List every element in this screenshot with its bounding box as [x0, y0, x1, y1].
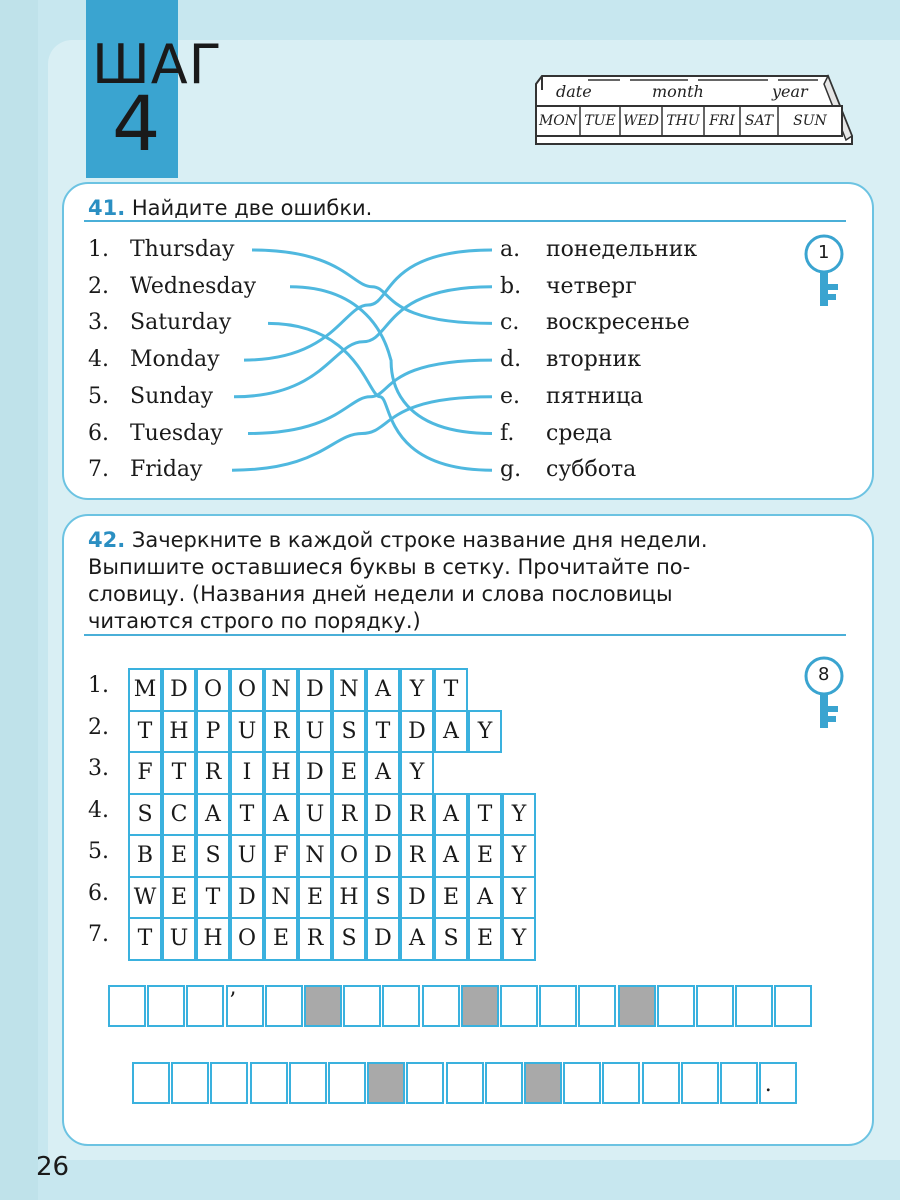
answer-cell[interactable] — [500, 985, 538, 1027]
grid-letter-cell[interactable]: H — [264, 751, 298, 795]
grid-letter-cell[interactable]: U — [230, 834, 264, 878]
answer-cell[interactable] — [171, 1062, 209, 1104]
answer-cell[interactable] — [382, 985, 420, 1027]
grid-letter-cell[interactable]: U — [298, 710, 332, 754]
calendar-day: TUE — [584, 113, 616, 129]
grid-letter-cell[interactable]: O — [230, 668, 264, 712]
grid-letter-cell[interactable]: D — [298, 668, 332, 712]
grid-letter-cell[interactable]: E — [162, 834, 196, 878]
grid-letter-cell[interactable]: T — [434, 668, 468, 712]
exercise-41-instruction: Найдите две ошибки. — [131, 196, 373, 220]
grid-letter-cell[interactable]: U — [230, 710, 264, 754]
answer-cell[interactable] — [406, 1062, 444, 1104]
answer-space-cell — [618, 985, 656, 1027]
russian-item-letter: b. — [500, 273, 522, 299]
russian-day-word[interactable]: среда — [546, 420, 613, 446]
answer-cell[interactable] — [735, 985, 773, 1027]
answer-cell[interactable] — [289, 1062, 327, 1104]
grid-letter-cell[interactable]: F — [128, 751, 162, 795]
answer-cell[interactable] — [446, 1062, 484, 1104]
english-item-number: 2. — [88, 273, 109, 299]
grid-letter-cell[interactable]: H — [332, 876, 366, 920]
english-item-number: 3. — [88, 310, 109, 336]
grid-letter-cell[interactable]: Y — [502, 917, 536, 961]
english-item-number: 6. — [88, 420, 109, 446]
grid-letter-cell[interactable]: E — [468, 917, 502, 961]
grid-letter-cell[interactable]: N — [264, 668, 298, 712]
answer-cell[interactable] — [250, 1062, 288, 1104]
grid-letter-cell[interactable]: T — [468, 793, 502, 837]
grid-letter-cell[interactable]: N — [264, 876, 298, 920]
grid-letter-cell[interactable]: Y — [400, 751, 434, 795]
matching-line — [248, 360, 492, 433]
grid-letter-cell[interactable]: Y — [468, 710, 502, 754]
key-number: 1 — [818, 242, 830, 263]
grid-letter-cell[interactable]: D — [230, 876, 264, 920]
grid-letter-cell[interactable]: O — [196, 668, 230, 712]
grid-letter-cell[interactable]: D — [366, 917, 400, 961]
exercise-42-instruction-line — [88, 526, 708, 554]
russian-day-word[interactable]: вторник — [546, 347, 641, 373]
russian-item-letter: c. — [500, 310, 520, 336]
key-number: 8 — [818, 664, 830, 685]
answer-cell[interactable] — [226, 985, 264, 1027]
answer-cell[interactable] — [186, 985, 224, 1027]
english-day-word[interactable]: Friday — [130, 457, 203, 483]
grid-letter-cell[interactable]: E — [264, 917, 298, 961]
grid-row-number: 7. — [88, 922, 109, 947]
exercise-42-instruction-line: словицу. (Названия дней недели и слова пословицы — [88, 582, 673, 606]
answer-cell[interactable] — [485, 1062, 523, 1104]
page-number: 26 — [36, 1152, 70, 1182]
calendar-day: SAT — [744, 113, 774, 129]
answer-cell[interactable] — [774, 985, 812, 1027]
grid-letter-cell[interactable]: A — [366, 751, 400, 795]
answer-cell[interactable] — [108, 985, 146, 1027]
grid-letter-cell[interactable]: U — [298, 793, 332, 837]
calendar-day: FRI — [709, 113, 735, 129]
russian-item-letter: g. — [500, 457, 522, 483]
grid-letter-cell[interactable]: P — [196, 710, 230, 754]
calendar-day: MON — [538, 113, 578, 129]
grid-letter-cell[interactable]: B — [128, 834, 162, 878]
grid-letter-cell[interactable]: D — [298, 751, 332, 795]
english-item-number: 7. — [88, 457, 109, 483]
grid-letter-cell[interactable]: M — [128, 668, 162, 712]
grid-letter-cell[interactable]: A — [434, 793, 468, 837]
grid-letter-cell[interactable]: Y — [502, 876, 536, 920]
grid-letter-cell[interactable]: T — [366, 710, 400, 754]
step-label: ШАГ — [92, 33, 223, 96]
calendar-month-label: month — [652, 82, 704, 101]
grid-letter-cell[interactable]: T — [128, 917, 162, 961]
answer-cell[interactable] — [602, 1062, 640, 1104]
grid-letter-cell[interactable]: R — [332, 793, 366, 837]
grid-letter-cell[interactable]: A — [264, 793, 298, 837]
english-item-number: 1. — [88, 237, 109, 262]
grid-letter-cell[interactable]: T — [230, 793, 264, 837]
grid-letter-cell[interactable]: E — [434, 876, 468, 920]
grid-row-number: 4. — [88, 797, 109, 823]
grid-letter-cell[interactable]: D — [400, 876, 434, 920]
russian-item-letter: e. — [500, 383, 521, 409]
russian-day-word[interactable]: четверг — [546, 273, 637, 299]
step-number: 4 — [112, 79, 161, 168]
grid-letter-cell[interactable]: D — [400, 710, 434, 754]
grid-letter-cell[interactable]: O — [230, 917, 264, 961]
grid-letter-cell[interactable]: N — [298, 834, 332, 878]
answer-cell[interactable] — [539, 985, 577, 1027]
grid-letter-cell[interactable]: T — [196, 876, 230, 920]
apostrophe-mark: ’ — [229, 989, 237, 1014]
grid-letter-cell[interactable]: D — [366, 834, 400, 878]
answer-cell[interactable] — [657, 985, 695, 1027]
english-day-word[interactable]: Monday — [130, 347, 220, 373]
grid-row-number: 6. — [88, 880, 109, 906]
exercise-42-instruction-line: Выпишите оставшиеся буквы в сетку. Прочитайте по- — [88, 555, 691, 579]
answer-space-cell — [304, 985, 342, 1027]
russian-item-letter: d. — [500, 347, 522, 373]
grid-letter-cell[interactable]: N — [332, 668, 366, 712]
grid-letter-cell[interactable]: Y — [400, 668, 434, 712]
english-day-word[interactable]: Thursday — [130, 237, 235, 262]
grid-row-number: 3. — [88, 756, 109, 781]
grid-letter-cell[interactable]: D — [162, 668, 196, 712]
answer-cell[interactable] — [759, 1062, 797, 1104]
grid-row-number: 2. — [88, 714, 109, 740]
grid-letter-cell[interactable]: E — [468, 834, 502, 878]
grid-letter-cell[interactable]: E — [162, 876, 196, 920]
answer-space-cell — [461, 985, 499, 1027]
grid-letter-cell[interactable]: T — [162, 751, 196, 795]
exercise-42-instruction: Зачеркните в каждой строке название дня недели. — [131, 528, 708, 552]
grid-letter-cell[interactable]: I — [230, 751, 264, 795]
russian-day-word[interactable]: понедельник — [546, 237, 698, 262]
grid-letter-cell[interactable]: A — [468, 876, 502, 920]
calendar-day: WED — [623, 113, 659, 129]
answer-cell[interactable] — [696, 985, 734, 1027]
grid-letter-cell[interactable]: A — [434, 834, 468, 878]
answer-space-cell — [524, 1062, 562, 1104]
russian-item-letter: a. — [500, 237, 521, 262]
grid-letter-cell[interactable]: E — [298, 876, 332, 920]
answer-space-cell — [367, 1062, 405, 1104]
exercise-42-number: 42. — [88, 528, 126, 552]
grid-letter-cell[interactable]: R — [298, 917, 332, 961]
exercise-42-divider — [84, 634, 846, 636]
grid-letter-cell[interactable]: O — [332, 834, 366, 878]
answer-cell[interactable] — [132, 1062, 170, 1104]
grid-letter-cell[interactable]: R — [196, 751, 230, 795]
matching-line — [234, 287, 492, 397]
grid-letter-cell[interactable]: R — [264, 710, 298, 754]
matching-lines — [0, 0, 900, 500]
grid-letter-cell[interactable]: S — [128, 793, 162, 837]
calendar-day: THU — [666, 113, 700, 129]
exercise-41-number: 41. — [88, 196, 126, 220]
answer-cell[interactable] — [563, 1062, 601, 1104]
grid-letter-cell[interactable]: E — [332, 751, 366, 795]
english-day-word[interactable]: Wednesday — [130, 273, 257, 299]
grid-letter-cell[interactable]: R — [400, 834, 434, 878]
grid-letter-cell[interactable]: S — [332, 917, 366, 961]
answer-cell[interactable] — [147, 985, 185, 1027]
grid-row-number: 1. — [88, 673, 109, 698]
matching-line — [252, 250, 492, 323]
matching-line — [244, 250, 492, 360]
grid-letter-cell[interactable]: S — [196, 834, 230, 878]
answer-cell[interactable] — [265, 985, 303, 1027]
grid-letter-cell[interactable]: D — [366, 793, 400, 837]
answer-cell[interactable] — [210, 1062, 248, 1104]
grid-letter-cell[interactable]: F — [264, 834, 298, 878]
grid-letter-cell[interactable]: T — [128, 710, 162, 754]
grid-letter-cell[interactable]: H — [162, 710, 196, 754]
grid-letter-cell[interactable]: U — [162, 917, 196, 961]
russian-day-word[interactable]: пятница — [546, 383, 644, 409]
grid-letter-cell[interactable]: A — [196, 793, 230, 837]
english-item-number: 5. — [88, 383, 109, 409]
grid-letter-cell[interactable]: C — [162, 793, 196, 837]
grid-letter-cell[interactable]: S — [434, 917, 468, 961]
english-day-word[interactable]: Sunday — [130, 383, 214, 409]
exercise-42-instruction-line: читаются строго по порядку.) — [88, 609, 421, 633]
answer-cell[interactable] — [642, 1062, 680, 1104]
grid-letter-cell[interactable]: A — [434, 710, 468, 754]
answer-cell[interactable] — [681, 1062, 719, 1104]
russian-day-word[interactable]: воскресенье — [546, 310, 690, 336]
grid-letter-cell[interactable]: A — [366, 668, 400, 712]
grid-letter-cell[interactable]: Y — [502, 834, 536, 878]
grid-letter-cell[interactable]: H — [196, 917, 230, 961]
english-day-word[interactable]: Tuesday — [130, 420, 223, 446]
answer-cell[interactable] — [720, 1062, 758, 1104]
russian-item-letter: f. — [500, 420, 515, 446]
grid-letter-cell[interactable]: W — [128, 876, 162, 920]
answer-cell[interactable] — [343, 985, 381, 1027]
answer-cell[interactable] — [422, 985, 460, 1027]
calendar-date-label: date — [556, 82, 592, 101]
period-mark: . — [764, 1072, 772, 1097]
grid-letter-cell[interactable]: R — [400, 793, 434, 837]
grid-row-number: 5. — [88, 839, 109, 864]
answer-cell[interactable] — [328, 1062, 366, 1104]
grid-letter-cell[interactable]: Y — [502, 793, 536, 837]
english-day-word[interactable]: Saturday — [130, 310, 232, 336]
calendar-day: SUN — [793, 113, 827, 129]
grid-letter-cell[interactable]: S — [332, 710, 366, 754]
answer-cell[interactable] — [578, 985, 616, 1027]
russian-day-word[interactable]: суббота — [546, 457, 637, 483]
calendar-year-label: year — [772, 82, 808, 101]
english-item-number: 4. — [88, 347, 109, 373]
grid-letter-cell[interactable]: A — [400, 917, 434, 961]
grid-letter-cell[interactable]: S — [366, 876, 400, 920]
